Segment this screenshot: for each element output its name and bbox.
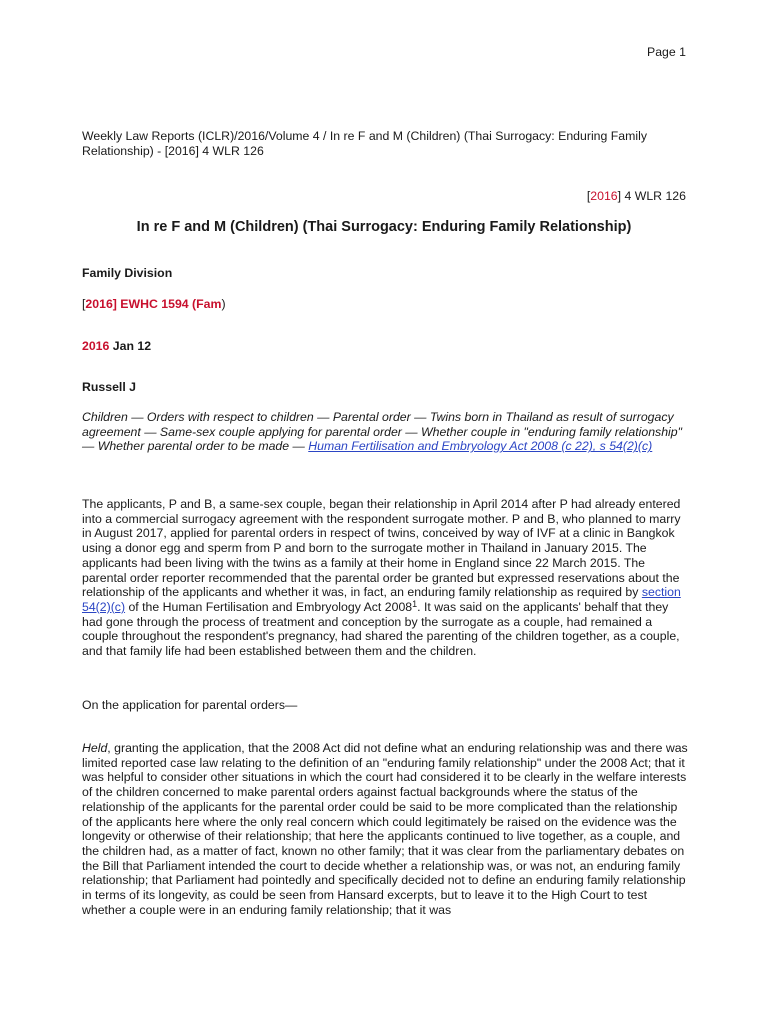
catchwords-text: Children — Orders with respect to children — Parental order — Twins born in Thailand as result of surrogacy agreement — Same-sex couple applying for parental order — Whether couple in "enduring family relationship" — Whether parental order to be made — — [82, 410, 682, 454]
citation-rest: ] 4 WLR 126 — [617, 189, 686, 203]
page-number: Page 1 — [647, 45, 686, 59]
application-line: On the application for parental orders— — [82, 698, 298, 712]
neutral-citation-open: [ — [82, 297, 86, 311]
footnote-marker[interactable]: 1 — [412, 598, 418, 609]
breadcrumb-line-2: Relationship) - [2016] 4 WLR 126 — [82, 144, 264, 158]
date-rest: Jan 12 — [109, 339, 152, 353]
statute-link[interactable]: Human Fertilisation and Embryology Act 2008 (c 22), s 54(2)(c) — [308, 439, 653, 454]
headnote-summary — [82, 497, 688, 659]
summary-text-2: of the Human Fertilisation and Embryology Act 2008 — [125, 599, 413, 614]
summary-text-1: The applicants, P and B, a same-sex couple, began their relationship in April 2014 after P had already entered into a commercial surrogacy agreement with the respondent surrogate mother. P and B, who planned to marry in August 2017, applied for parental orders in respect of twins, conceived by way of IVF at a clinic in Bangkok using a donor egg and sperm from P and born to the surrogate mother in Thailand in January 2015. The applicants had been living with the twins as a family at their home in England since 22 March 2015. The parental order reporter recommended that the parental order be granted but expressed reservations about the relationship of the applicants and whether it was, in fact, an enduring family relationship as required by — [82, 497, 681, 600]
neutral-citation-close: ) — [221, 297, 226, 311]
neutral-citation-text: 2016] EWHC 1594 (Fam — [85, 297, 222, 311]
held-label: Held — [82, 741, 108, 755]
summary-text-3: . It was said on the applicants' behalf that they had gone through the process of treatment and conception by the surrogate as a couple, had remained a couple throughout the respondent's pregnancy, had shared the parenting of the children together, as a couple, and that family life had been established between them and the children. — [82, 599, 680, 659]
citation-open: [ — [586, 189, 591, 203]
held-text: , granting the application, that the 2008 Act did not define what an enduring relationship was and there was limited reported case law relating to the definition of an "enduring family relationship" under the 2008 Act; that it was helpful to consider other situations in which the court had considered it to be clearly in the welfare interests of the children concerned to make parental orders against factual backgrounds where the status of the relationship of the applicants for the parental order could be said to be more complicated than the relationship of the applicants here where the only real concern which could legitimately be raised on the evidence was the longevity or otherwise of their relationship; that here the applicants continued to live together, as a couple, and the children had, as a matter of fact, known no other family; that it was clear from the parliamentary debates on the Bill that Parliament intended the court to decide whether a relationship was, or was not, an enduring family relationship; that Parliament had pointedly and specifically decided not to define an enduring family relationship in terms of its longevity, as could be seen from Hansard excerpts, but to leave it to the High Court to test whether a couple were in an enduring family relationship; that it was — [82, 741, 688, 917]
held-paragraph — [82, 741, 688, 917]
case-title: In re F and M (Children) (Thai Surrogacy: Enduring Family Relationship) — [136, 219, 632, 235]
court-division: Family Division — [82, 266, 173, 280]
report-citation — [587, 189, 686, 203]
catchwords — [82, 410, 688, 454]
breadcrumb-line-1: Weekly Law Reports (ICLR)/2016/Volume 4 / In re F and M (Children) (Thai Surrogacy: Enduring Family — [82, 129, 647, 143]
judgment-date — [82, 339, 688, 354]
date-year: 2016 — [82, 339, 110, 353]
judge-name: Russell J — [82, 380, 136, 394]
section-link[interactable]: section 54(2)(c) — [82, 585, 681, 614]
neutral-citation — [82, 297, 688, 312]
report-breadcrumb — [82, 129, 682, 159]
citation-year: 2016 — [590, 189, 618, 203]
